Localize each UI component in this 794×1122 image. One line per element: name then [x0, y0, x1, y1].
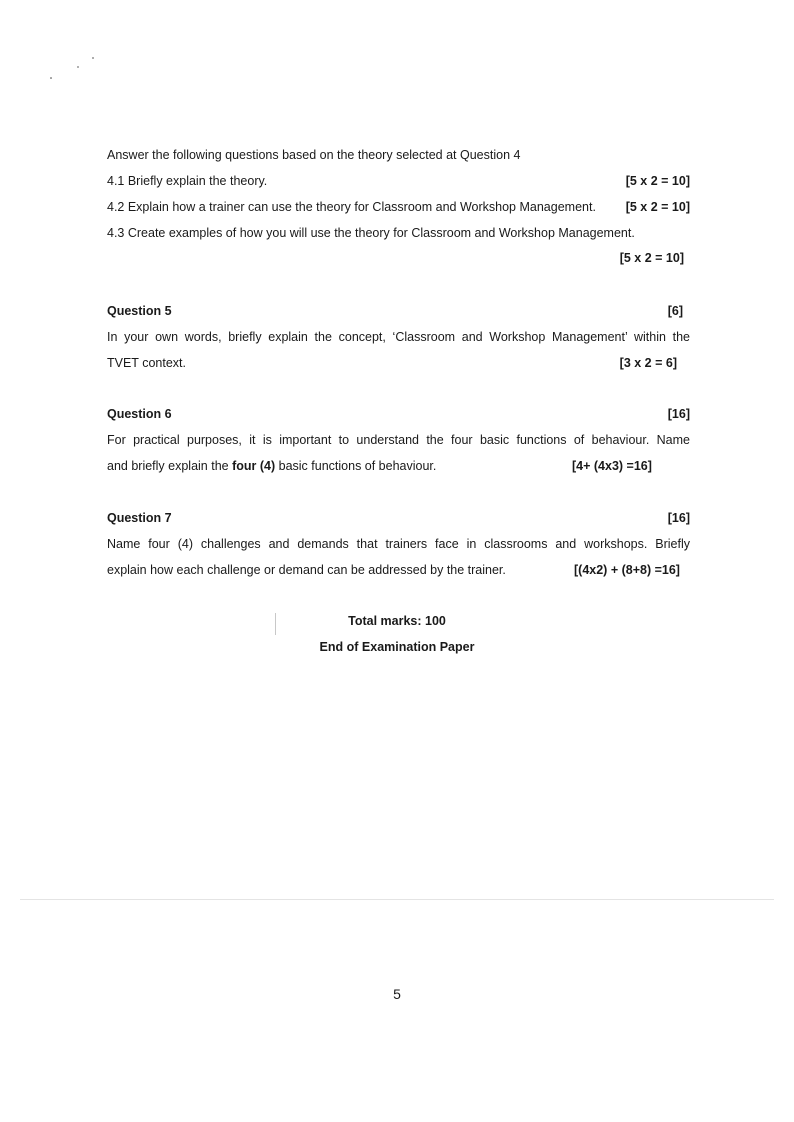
- scan-speck: [77, 66, 79, 68]
- q7-total: [16]: [667, 511, 690, 525]
- q6-header: [107, 407, 690, 421]
- q6-title: Question 6: [107, 407, 172, 421]
- q4-3-text: 4.3 Create examples of how you will use the theory for Classroom and Workshop Management.: [107, 226, 635, 240]
- q7-line1: Name four (4) challenges and demands that trainers face in classrooms and workshops. Briefly: [107, 537, 690, 551]
- q5-line1: In your own words, briefly explain the concept, ‘Classroom and Workshop Management’ within the: [107, 330, 690, 344]
- q5-total: [6]: [667, 304, 683, 318]
- q6-line2-post: basic functions of behaviour.: [275, 459, 437, 473]
- q7-line2: explain how each challenge or demand can be addressed by the trainer.: [107, 563, 506, 577]
- q7-header: [107, 511, 690, 525]
- q4-2-row: [107, 200, 690, 214]
- intro-text: Answer the following questions based on the theory selected at Question 4: [107, 148, 521, 162]
- q7-title: Question 7: [107, 511, 172, 525]
- scan-fold-line: [20, 899, 774, 900]
- q4-1-row: [107, 174, 690, 188]
- q4-1-marks: [5 x 2 = 10]: [625, 174, 690, 188]
- q6-marks: [4+ (4x3) =16]: [572, 459, 652, 473]
- q4-2-marks: [5 x 2 = 10]: [625, 200, 690, 214]
- q5-marks: [3 x 2 = 6]: [619, 356, 677, 370]
- scan-speck: [92, 57, 94, 59]
- scan-speck: [50, 77, 52, 79]
- q6-line1: For practical purposes, it is important to understand the four basic functions of behaviour. Name: [107, 433, 690, 447]
- q5-line2-row: [107, 356, 690, 370]
- page-number: 5: [393, 986, 401, 1002]
- q6-line2-pre: and briefly explain the: [107, 459, 233, 473]
- q4-1-text: 4.1 Briefly explain the theory.: [107, 174, 268, 188]
- q4-2-text: 4.2 Explain how a trainer can use the theory for Classroom and Workshop Management.: [107, 200, 596, 214]
- q4-3-marks-row: [107, 251, 684, 265]
- q5-title: Question 5: [107, 304, 172, 318]
- q7-line2-row: [107, 563, 690, 577]
- q7-marks: [(4x2) + (8+8) =16]: [574, 563, 680, 577]
- q6-total: [16]: [667, 407, 690, 421]
- q6-line2-bold: four (4): [232, 459, 276, 473]
- q6-line2-row: [107, 459, 690, 473]
- total-marks: Total marks: 100: [348, 614, 446, 628]
- q5-line2: TVET context.: [107, 356, 186, 370]
- q5-header: [107, 304, 690, 318]
- q4-3-marks: [5 x 2 = 10]: [619, 251, 684, 265]
- end-of-paper: End of Examination Paper: [319, 640, 475, 654]
